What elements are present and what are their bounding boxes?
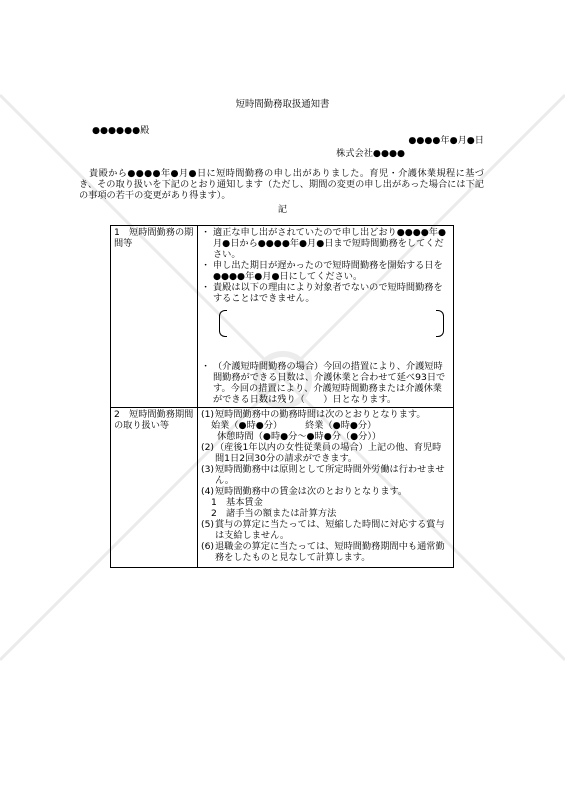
item-text: 短時間勤務中は原則として所定時間外労働は行わせません。 [215, 464, 445, 486]
list-item [201, 409, 450, 420]
reason-bracket-box [219, 310, 444, 337]
bullet-mark: ・ [201, 227, 211, 238]
table-row [111, 408, 454, 568]
table-row [111, 226, 454, 408]
item-number: (6) [201, 541, 215, 552]
item-number: (1) [201, 409, 215, 420]
row-label-handling: 2 短時間勤務期間の取り扱い等 [111, 408, 198, 568]
list-item [201, 519, 450, 541]
ki-heading: 記 [277, 204, 288, 215]
item-number: (5) [201, 519, 215, 530]
start-end-time: 始業（●時●分） 終業（●時●分） [211, 420, 377, 431]
item-number: (2) [201, 442, 215, 453]
break-time: 休憩時間（●時●分～●時●分（●分）） [217, 431, 382, 442]
bullet-mark: ・ [201, 260, 211, 271]
item-number: (4) [201, 486, 215, 497]
list-item [201, 227, 450, 260]
list-item [201, 260, 450, 282]
option-approved: 適正な申し出がされていたので申し出どおり●●●●年●月●日から●●●●年●月●日まで短時間勤務をしてください。 [213, 227, 447, 260]
addressee: ●●●●●●殿 [92, 125, 150, 136]
list-item [201, 486, 450, 497]
option-ineligible: 貴殿は以下の理由により対象者でないので短時間勤務をすることはできません。 [213, 282, 443, 304]
company-name: 株式会社●●●● [336, 148, 405, 159]
left-bracket [219, 310, 227, 337]
row-content-handling [198, 408, 454, 568]
list-item [201, 464, 450, 486]
document-title: 短時間勤務取扱通知書 [235, 99, 330, 110]
notice-table [110, 225, 454, 568]
bullet-mark: ・ [201, 361, 211, 372]
list-item [201, 541, 450, 563]
notice-body: 貴殿から●●●●年●月●日に短時間勤務の申し出がありました。育児・介護休業規程に基づき、その取り扱いを下記のとおり通知します（ただし、期間の変更の申し出があった場合には下記の事項の若干の変更があり得ます）。 [79, 168, 484, 201]
wage-allowance: 2 諸手当の額または計算方法 [211, 508, 337, 519]
item-text: 賞与の算定に当たっては、短縮した時間に対応する賞与は支給しません。 [215, 519, 445, 541]
row-label-period: 1 短時間勤務の期間等 [111, 226, 198, 408]
row-content-period [198, 226, 454, 408]
right-bracket [436, 310, 444, 337]
wage-basic: 1 基本賃金 [211, 497, 263, 508]
item-text: （産後1年以内の女性従業員の場合）上記の他、育児時間1日2回30分の請求ができます。 [215, 442, 442, 464]
care-short-time-note: （介護短時間勤務の場合）今回の措置により、介護短時間勤務ができる日数は、介護休業と合わせて延べ93日です。今回の措置により、介護短時間勤務または介護休業ができる日数は残り（ ）日となります。 [213, 361, 446, 405]
item-text: 短時間勤務中の賃金は次のとおりとなります。 [215, 486, 408, 497]
issue-date: ●●●●年●月●日 [408, 135, 484, 146]
item-text: 短時間勤務中の勤務時間は次のとおりとなります。 [215, 409, 426, 420]
list-item [201, 282, 450, 304]
bullet-mark: ・ [201, 282, 211, 293]
item-text: 退職金の算定に当たっては、短時間勤務期間中も通常勤務をしたものと見なして計算します。 [215, 541, 445, 563]
option-delayed-start: 申し出た期日が遅かったので短時間勤務を開始する日を●●●●年●月●日にしてください。 [213, 260, 443, 282]
spacer [201, 563, 450, 565]
list-item [201, 442, 450, 464]
list-item [201, 361, 450, 405]
item-number: (3) [201, 464, 215, 475]
